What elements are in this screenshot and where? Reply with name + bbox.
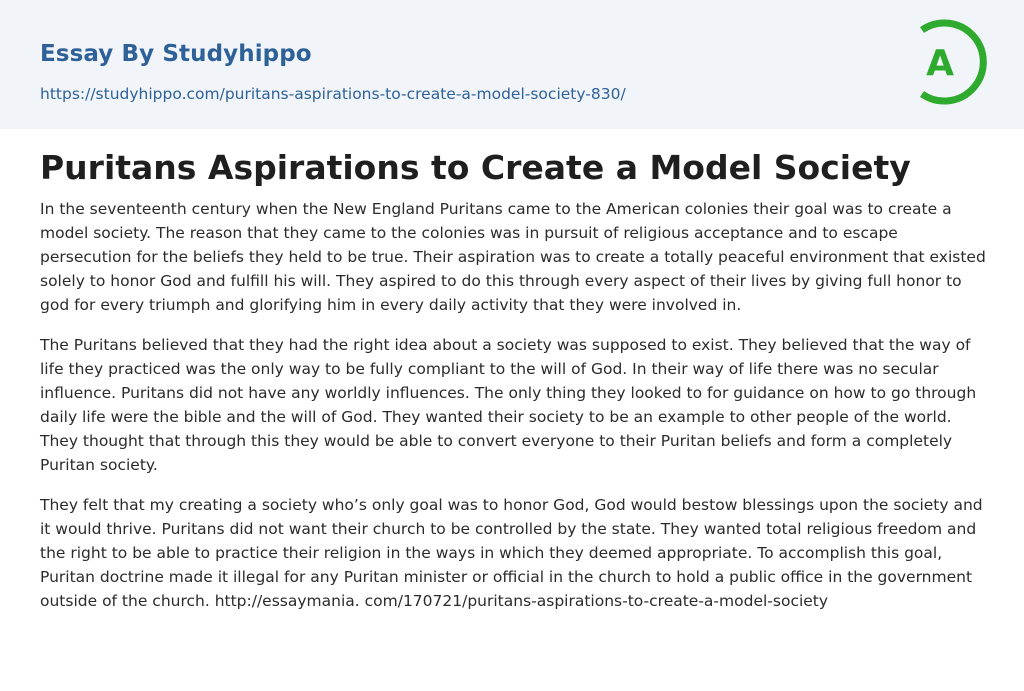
essay-paragraph-2: The Puritans believed that they had the right idea about a society was supposed to exist. They believed that the way of life they practiced was the only way to be fully compliant to the will of God. In their way of life there was no secular influence. Puritans did not have any worldly influences. The only thing they looked to for guidance on how to go through daily life were the bible and the will of God. They wanted their society to be an example to other people of the world. They thought that through this they would be able to convert everyone to their Puritan beliefs and form a completely Puritan society. [40,336,977,474]
article-content [40,144,988,613]
essay-paragraph-1: In the seventeenth century when the New England Puritans came to the American colonies their goal was to create a model society. The reason that they came to the colonies was in pursuit of religious acceptance and to escape persecution for the beliefs they held to be true. Their aspiration was to create a totally peaceful environment that existed solely to honor God and fulfill his will. They aspired to do this through every aspect of their lives by giving full honor to god for every triumph and glorifying him in every daily activity that they were involved in. [40,200,986,314]
page-title: Puritans Aspirations to Create a Model Society [40,148,911,187]
essay-url-link[interactable]: https://studyhippo.com/puritans-aspirations-to-create-a-model-society-830/ [40,85,626,103]
brand-title[interactable]: Essay By Studyhippo [40,41,312,67]
essay-paragraph-3: They felt that my creating a society who’s only goal was to honor God, God would bestow blessings upon the society and it would thrive. Puritans did not want their church to be controlled by the state. They wanted total religious freedom and the right to be able to practice their religion in the ways in which they deemed appropriate. To accomplish this goal, Puritan doctrine made it illegal for any Puritan minister or official in the church to hold a public office in the government outside of the church. http://essaymania. com/170721/puritans-aspirations-to-create-a-model-society [40,496,983,610]
a-logo-icon[interactable] [912,18,988,106]
logo-letter: A [926,43,954,84]
site-header [0,0,1024,129]
